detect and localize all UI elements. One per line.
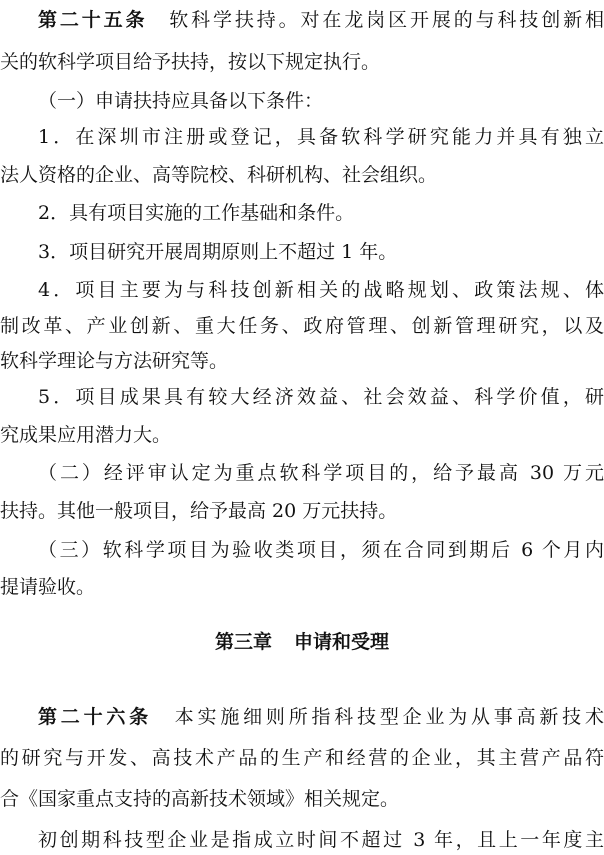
condition-2: 2．具有项目实施的工作基础和条件。 — [38, 202, 355, 224]
article-26-line-4: 初创期科技型企业是指成立时间不超过 3 年，且上一年度主 — [38, 829, 604, 851]
chapter-heading — [0, 627, 604, 657]
condition-4-line-3: 软科学理论与方法研究等。 — [0, 350, 229, 372]
article-25-item-2-line-1: （二）经评审认定为重点软科学项目的，给予最高 30 万元 — [38, 462, 604, 484]
article-25-line-1-text: 软科学扶持。对在龙岗区开展的与科技创新相 — [147, 9, 604, 31]
chapter-title: 申请和受理 — [294, 631, 390, 653]
article-26-heading: 第二十六条 — [38, 706, 152, 728]
condition-4-line-1: 4．项目主要为与科技创新相关的战略规划、政策法规、体 — [38, 279, 604, 301]
condition-4-line-2: 制改革、产业创新、重大任务、政府管理、创新管理研究，以及 — [0, 315, 604, 337]
condition-5-line-2: 究成果应用潜力大。 — [0, 424, 172, 446]
article-26-line-2: 的研究与开发、高技术产品的生产和经营的企业，其主营产品符 — [0, 747, 604, 769]
article-25-heading: 第二十五条 — [38, 9, 148, 31]
article-25-item-3-line-2: 提请验收。 — [0, 576, 96, 598]
article-25-item-3-line-1: （三）软科学项目为验收类项目，须在合同到期后 6 个月内 — [38, 539, 604, 561]
condition-1-line-2: 法人资格的企业、高等院校、科研机构、社会组织。 — [0, 164, 438, 186]
article-25-line-1 — [0, 5, 604, 35]
article-25-item-1: （一）申请扶持应具备以下条件： — [38, 90, 324, 112]
chapter-number: 第三章 — [214, 631, 272, 653]
article-26-line-1-text: 本实施细则所指科技型企业为从事高新技术 — [151, 706, 604, 728]
article-25-item-2-line-2: 扶持。其他一般项目，给予最高 20 万元扶持。 — [0, 500, 398, 522]
condition-5-line-1: 5．项目成果具有较大经济效益、社会效益、科学价值，研 — [38, 386, 604, 408]
condition-1-line-1: 1．在深圳市注册或登记，具备软科学研究能力并具有独立 — [38, 126, 604, 148]
article-26-line-3: 合《国家重点支持的高新技术领域》相关规定。 — [0, 788, 400, 810]
condition-3: 3．项目研究开展周期原则上不超过 1 年。 — [38, 241, 398, 263]
article-26-line-1 — [0, 702, 604, 732]
article-25-line-2: 关的软科学项目给予扶持，按以下规定执行。 — [0, 51, 381, 73]
